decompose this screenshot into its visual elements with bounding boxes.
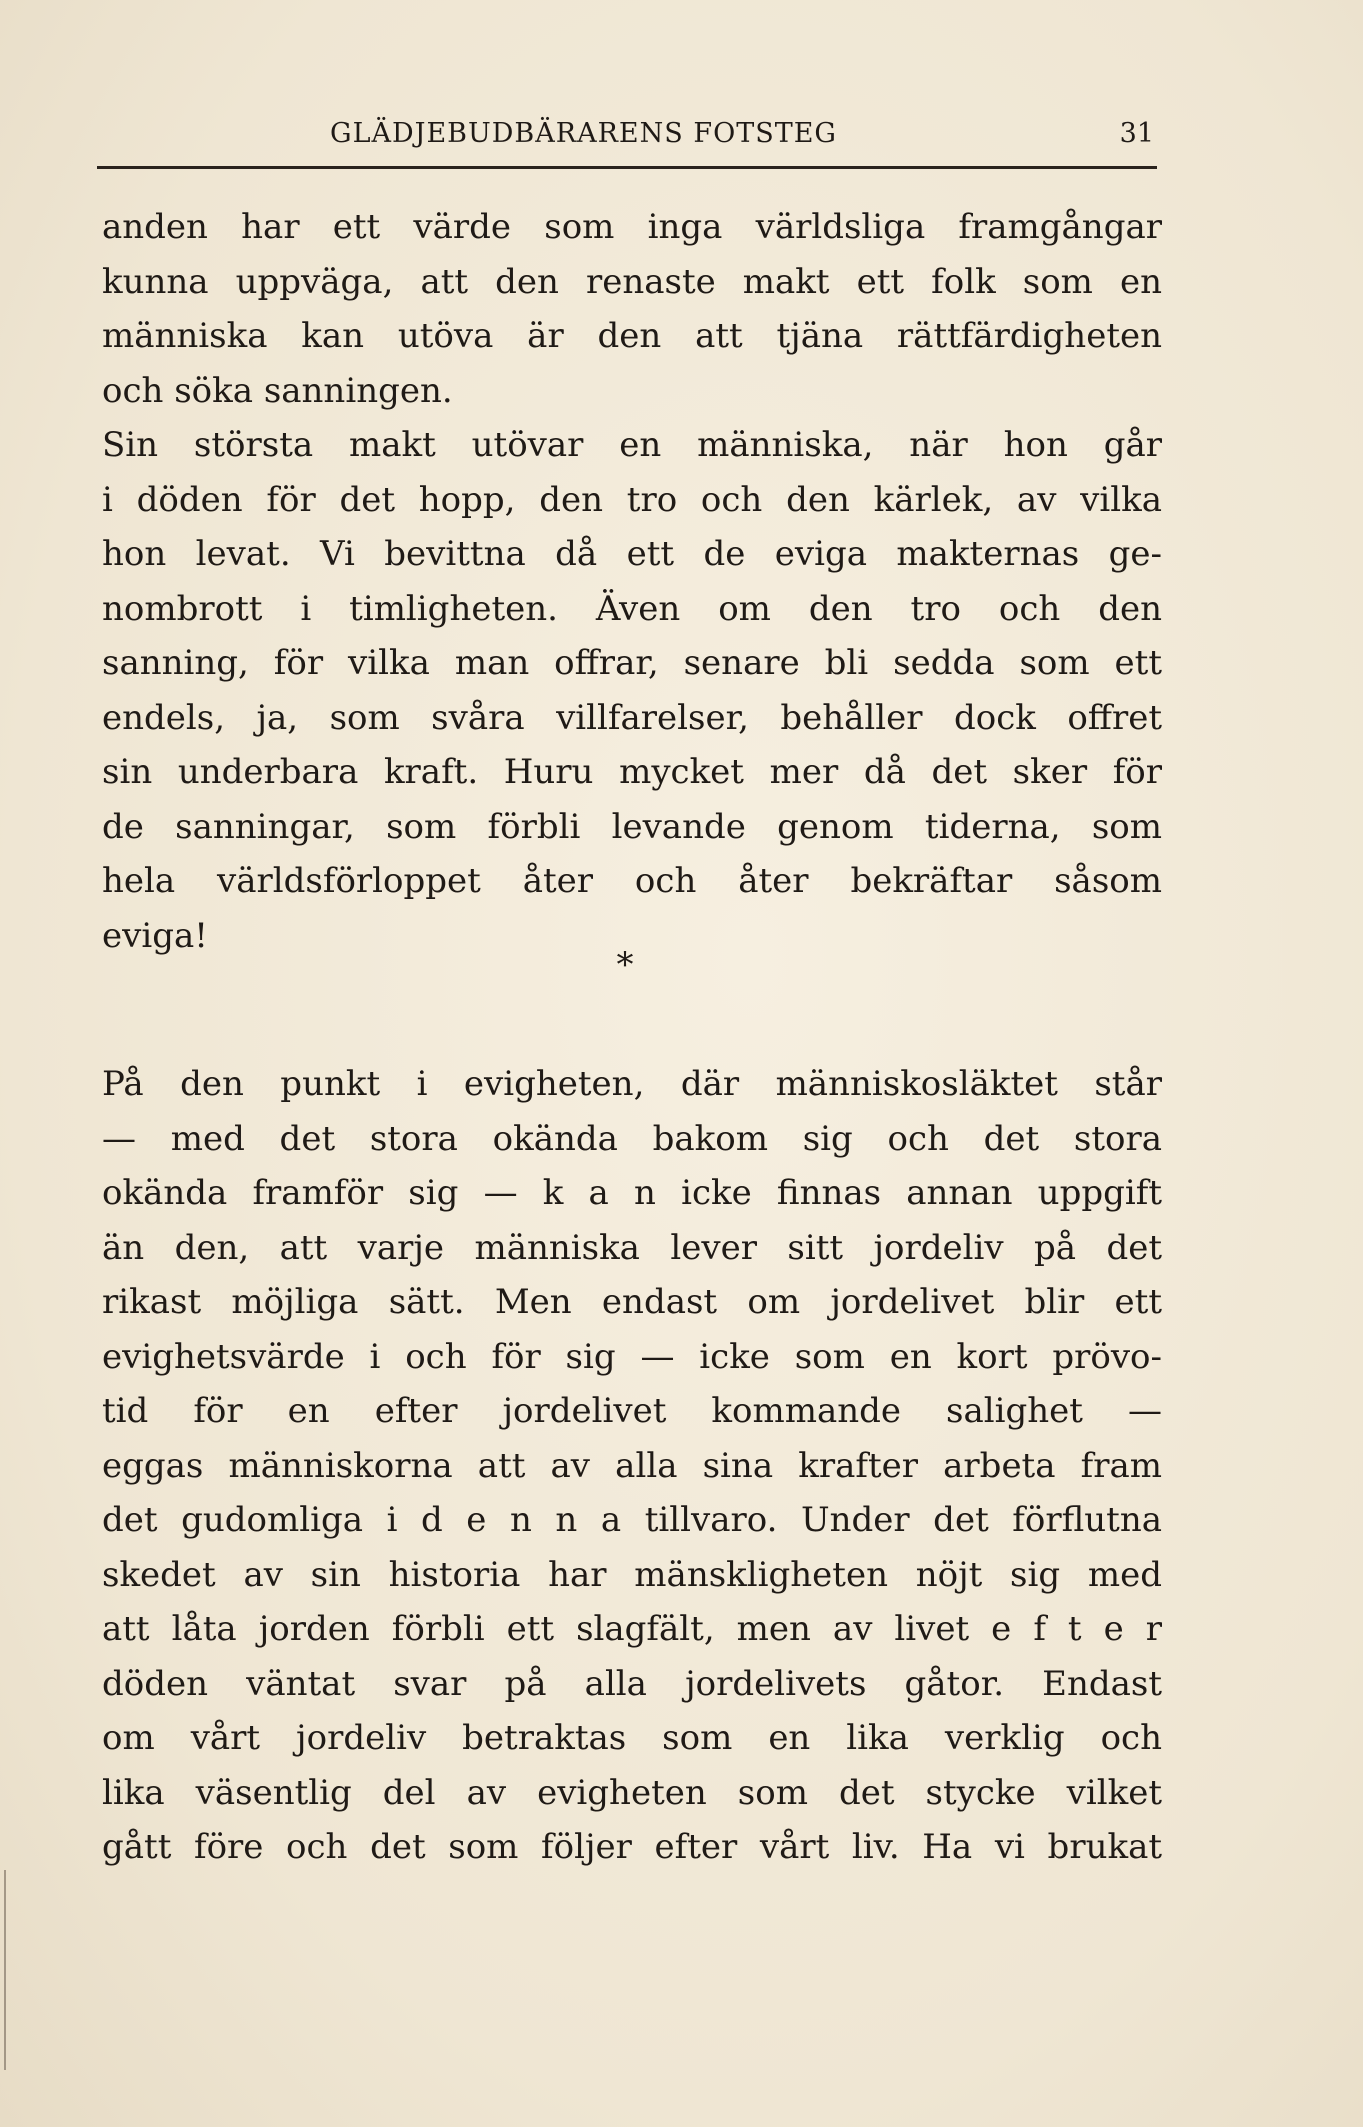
text-line: hon levat. Vi bevittna då ett de eviga makternas ge- xyxy=(102,534,1162,574)
gutter-line xyxy=(4,1870,6,2070)
text-line: att låta jorden förbli ett slagfält, men av livet e f t e r xyxy=(102,1609,1162,1649)
text-line: endels, ja, som svåra villfarelser, behåller dock offret xyxy=(102,697,1162,738)
text-line: hela världsförloppet åter och åter bekräftar såsom xyxy=(102,861,1162,901)
running-head xyxy=(97,118,1154,158)
text-line: det gudomliga i d e n n a tillvaro. Under det förflutna xyxy=(102,1500,1162,1540)
text-line: eviga! xyxy=(102,915,208,956)
text-line: anden har ett värde som inga världsliga framgångar xyxy=(102,207,1162,247)
text-line: På den punkt i evigheten, där människosläktet står xyxy=(102,1064,1162,1104)
text-line: rikast möjliga sätt. Men endast om jordelivet blir ett xyxy=(102,1282,1162,1322)
text-line: eggas människorna att av alla sina krafter arbeta fram xyxy=(102,1445,1162,1486)
running-title: GLÄDJEBUDBÄRARENS FOTSTEG xyxy=(330,118,837,149)
text-line: Sin största makt utövar en människa, när hon går xyxy=(102,425,1162,465)
text-line: tid för en efter jordelivet kommande salighet — xyxy=(102,1391,1162,1431)
text-line: nombrott i timligheten. Även om den tro och den xyxy=(102,588,1162,629)
page-number: 31 xyxy=(1119,118,1154,149)
text-line: gått före och det som följer efter vårt liv. Ha vi brukat xyxy=(102,1827,1162,1867)
text-line: sin underbara kraft. Huru mycket mer då det sker för xyxy=(102,752,1162,792)
text-line: lika väsentlig del av evigheten som det stycke vilket xyxy=(102,1772,1162,1813)
text-line: skedet av sin historia har mänskligheten nöjt sig med xyxy=(102,1554,1162,1595)
text-line: om vårt jordeliv betraktas som en lika verklig och xyxy=(102,1718,1162,1758)
body-text-bottom xyxy=(102,1057,1162,1875)
text-line: evighetsvärde i och för sig — icke som en kort prövo- xyxy=(102,1336,1162,1377)
text-line: sanning, för vilka man offrar, senare bli sedda som ett xyxy=(102,643,1162,683)
text-line: än den, att varje människa lever sitt jordeliv på det xyxy=(102,1227,1162,1268)
text-line: människa kan utöva är den att tjäna rättfärdigheten xyxy=(102,316,1162,356)
section-separator: * xyxy=(616,945,634,985)
header-rule xyxy=(97,166,1157,169)
body-text-top xyxy=(102,200,1162,963)
text-line: — med det stora okända bakom sig och det stora xyxy=(102,1118,1162,1159)
text-line: kunna uppväga, att den renaste makt ett folk som en xyxy=(102,261,1162,302)
text-line: okända framför sig — k a n icke finnas annan uppgift xyxy=(102,1173,1162,1213)
text-line: i döden för det hopp, den tro och den kärlek, av vilka xyxy=(102,479,1162,520)
text-line: de sanningar, som förbli levande genom tiderna, som xyxy=(102,806,1162,847)
text-line: och söka sanningen. xyxy=(102,370,453,411)
text-line: döden väntat svar på alla jordelivets gåtor. Endast xyxy=(102,1663,1162,1704)
